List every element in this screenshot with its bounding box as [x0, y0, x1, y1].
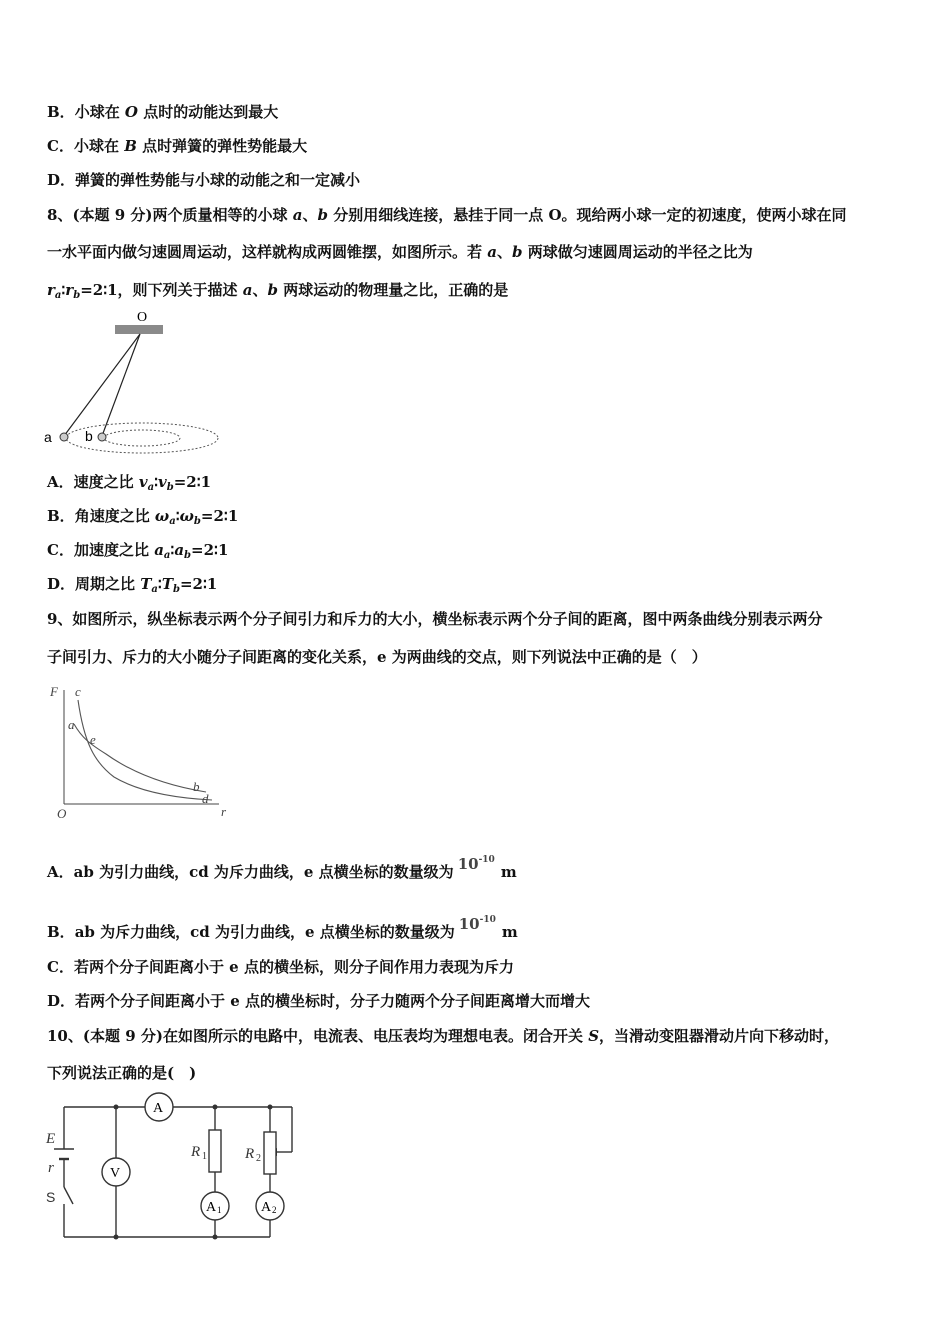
q8-option-c: C．加速度之比 $a_a∶a_b=2∶1$: [47, 541, 229, 561]
ball-a-label: a: [44, 429, 52, 445]
svg-text:1: 1: [202, 1151, 207, 1162]
string-a: [64, 334, 140, 436]
q7-option-d: D．弹簧的弹性势能与小球的动能之和一定减小: [47, 171, 361, 189]
curve-a-label: a: [68, 717, 75, 732]
ball-a: [60, 433, 68, 441]
switch-blade: [64, 1187, 73, 1204]
q10-circuit-figure: [40, 1092, 310, 1244]
origin-label: O: [57, 806, 67, 821]
y-axis-label: F: [50, 684, 58, 699]
curve-c-label: c: [75, 684, 81, 699]
orbit-b: [104, 430, 180, 446]
point-o-label: O: [137, 310, 148, 325]
svg-text:V: V: [110, 1166, 121, 1181]
svg-text:2: 2: [272, 1205, 277, 1215]
svg-text:A: A: [153, 1101, 164, 1116]
curve-cd: [78, 700, 212, 800]
q8-stem-line3: $r_a∶r_b=2∶1$，则下列关于描述 a、b 两球运动的物理量之比，正确的是: [47, 281, 509, 301]
q9-stem-line2: 子间引力、斥力的大小随分子间距离的变化关系，e 为两曲线的交点，则下列说法中正确的是（ ）: [47, 648, 707, 666]
curve-d-label: d: [202, 791, 209, 806]
q9-option-d: D．若两个分子间距离小于 e 点的横坐标时，分子力随两个分子间距离增大而增大: [47, 992, 591, 1010]
svg-text:A: A: [206, 1200, 217, 1215]
curve-b-label: b: [193, 779, 200, 794]
switch-label: S: [46, 1189, 56, 1205]
resistor-r1: [209, 1130, 221, 1172]
q7-option-c: C．小球在 B 点时弹簧的弹性势能最大: [47, 137, 308, 155]
q10-stem-line2: 下列说法正确的是( ): [47, 1064, 197, 1082]
power-of-ten: $10^{-10}$: [457, 855, 495, 873]
q8-option-b: B．角速度之比 $\omega_a∶\omega_b=2∶1$: [47, 507, 239, 527]
svg-text:1: 1: [217, 1205, 222, 1215]
rheostat-r2: [264, 1132, 276, 1174]
q8-stem-line2: 一水平面内做匀速圆周运动，这样就构成两圆锥摆，如图所示。若 a、b 两球做匀速圆周运动的半径之比为: [47, 243, 753, 261]
string-b: [102, 334, 140, 436]
q9-option-a: A．ab 为引力曲线，cd 为斥力曲线，e 点横坐标的数量级为 $10^{-10}m$: [47, 850, 517, 882]
q8-stem-line1: 8、(本题 9 分)两个质量相等的小球 a、b 分别用细线连接，悬挂于同一点 O。现给两小球一定的初速度，使两小球在同: [47, 206, 847, 224]
r2-label: R: [245, 1146, 255, 1162]
q10-stem-line1: 10、(本题 9 分)在如图所示的电路中，电流表、电压表均为理想电表。闭合开关 S，当滑动变阻器滑动片向下移动时，: [47, 1027, 840, 1045]
power-of-ten: $10^{-10}$: [458, 915, 496, 933]
emf-label: E: [46, 1131, 56, 1147]
internal-resistance-label: r: [48, 1160, 54, 1176]
svg-text:2: 2: [256, 1153, 261, 1164]
ceiling-support: [115, 325, 163, 334]
q9-option-b: B．ab 为斥力曲线，cd 为引力曲线，e 点横坐标的数量级为 $10^{-10}m$: [47, 910, 518, 942]
q8-option-a: A．速度之比 $v_a∶v_b=2∶1$: [47, 473, 212, 493]
q7-option-b: B．小球在 O 点时的动能达到最大: [47, 103, 279, 121]
r1-label: R: [191, 1144, 201, 1160]
ball-b: [98, 433, 106, 441]
q8-conical-pendulum-figure: [40, 305, 230, 455]
q9-force-distance-figure: [44, 682, 234, 827]
ball-b-label: b: [85, 428, 93, 444]
point-e-label: e: [90, 732, 96, 747]
x-axis-label: r: [221, 804, 227, 819]
q8-option-d: D．周期之比 $T_a∶T_b=2∶1$: [47, 575, 218, 595]
q9-option-c: C．若两个分子间距离小于 e 点的横坐标，则分子间作用力表现为斥力: [47, 958, 514, 976]
svg-text:A: A: [261, 1200, 272, 1215]
q9-stem-line1: 9、如图所示，纵坐标表示两个分子间引力和斥力的大小，横坐标表示两个分子间的距离，图中两条曲线分别表示两分: [47, 610, 823, 628]
